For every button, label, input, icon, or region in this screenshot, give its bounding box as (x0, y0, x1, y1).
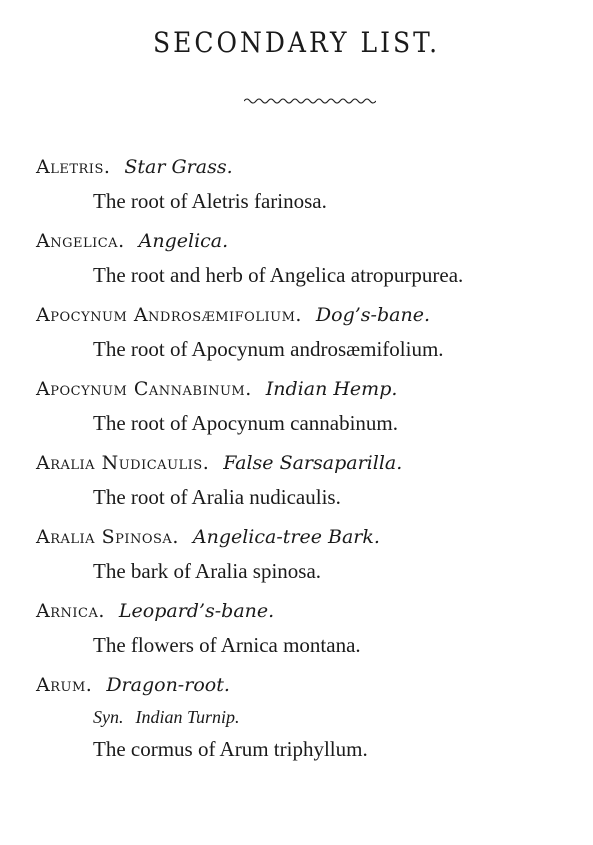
entry-arum (36, 668, 586, 766)
entry-name: Aralia Nudicaulis. (36, 452, 210, 474)
entry-aletris (36, 150, 586, 224)
entry-heading (36, 298, 586, 332)
entry-description: The root of Aletris farinosa. (93, 189, 327, 213)
entry-name: Aralia Spinosa. (36, 526, 179, 548)
entry-common-name: Dog’s-bane. (315, 304, 430, 326)
entry-name: Arnica. (36, 600, 105, 622)
entry-description: The root of Aralia nudicaulis. (93, 485, 341, 509)
entry-description: The root of Apocynum androsæmifolium. (93, 337, 444, 361)
entry-synonym (36, 702, 586, 732)
entry-name: Angelica. (36, 230, 125, 252)
entry-common-name: False Sarsaparilla. (223, 452, 403, 474)
entry-common-name: Leopard’s-bane. (118, 600, 275, 622)
entry-heading (36, 372, 586, 406)
entry-description: The bark of Aralia spinosa. (93, 559, 322, 583)
entry-description: The flowers of Arnica montana. (93, 633, 361, 657)
entry-description: The root and herb of Angelica atropurpurea. (93, 263, 464, 287)
entry-common-name: Angelica. (138, 230, 229, 252)
decorative-wavy-rule (244, 96, 376, 106)
entry-heading (36, 224, 586, 258)
entry-heading (36, 446, 586, 480)
entry-name: Aletris. (36, 156, 111, 178)
entry-arnica (36, 594, 586, 668)
entry-name: Apocynum Androsæmifolium. (36, 304, 302, 326)
entry-aralia-spinosa (36, 520, 586, 594)
synonym-value: Indian Turnip. (135, 707, 240, 727)
entry-heading (36, 150, 586, 184)
entry-angelica (36, 224, 586, 298)
entry-common-name: Angelica-tree Bark. (192, 526, 380, 548)
entry-common-name: Star Grass. (124, 156, 233, 178)
entry-list (36, 150, 586, 766)
entry-apocynum-androsaemifolium (36, 298, 586, 372)
entry-name: Arum. (36, 674, 93, 696)
entry-apocynum-cannabinum (36, 372, 586, 446)
page-title: SECONDARY LIST. (152, 26, 441, 59)
synonym-label: Syn. (93, 707, 124, 727)
entry-description: The cormus of Arum triphyllum. (93, 737, 368, 761)
entry-heading (36, 668, 586, 702)
entry-heading (36, 594, 586, 628)
entry-name: Apocynum Cannabinum. (36, 378, 252, 400)
entry-description: The root of Apocynum cannabinum. (93, 411, 399, 435)
entry-aralia-nudicaulis (36, 446, 586, 520)
entry-common-name: Indian Hemp. (265, 378, 398, 400)
entry-heading (36, 520, 586, 554)
entry-common-name: Dragon-root. (106, 674, 230, 696)
